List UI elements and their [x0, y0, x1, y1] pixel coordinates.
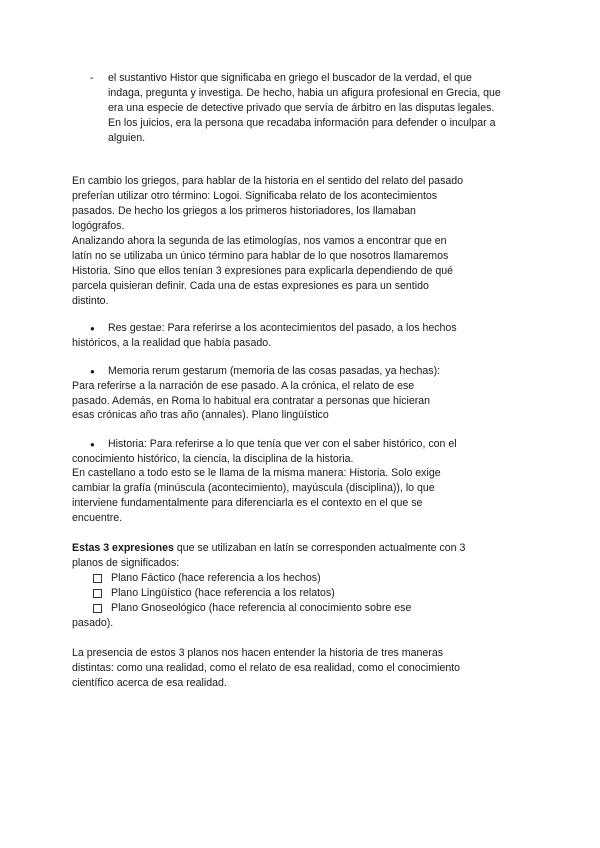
text-line: Res gestae: Para referirse a los acontecimientos del pasado, a los hechos [108, 322, 457, 334]
text-line: científico acerca de esa realidad. [72, 677, 227, 689]
text-line: encuentre. [72, 512, 123, 524]
text-line: históricos, a la realidad que había pasado. [72, 337, 272, 349]
bold-text: Estas 3 expresiones [72, 542, 174, 554]
text-line: preferían utilizar otro término: Logoi. Significaba relato de los acontecimientos [72, 190, 438, 202]
text-line: latín no se utilizaba un único término para hablar de lo que nosotros llamaremos [72, 250, 449, 262]
text-line: interviene fundamentalmente para diferenciarla es el contexto en el que se [72, 497, 423, 509]
text-line: Para referirse a la narración de ese pasado. A la crónica, el relato de ese [72, 380, 415, 392]
checkbox-plano-factico[interactable] [93, 574, 102, 583]
text-line: cambiar la grafía (minúscula (acontecimiento), mayúscula (disciplina)), lo que [72, 482, 435, 494]
checkbox-plano-linguistico[interactable] [93, 589, 102, 598]
text-line: Memoria rerum gestarum (memoria de las cosas pasadas, ya hechas): [108, 365, 441, 377]
text-line: planos de significados: [72, 557, 180, 569]
text-line: indaga, pregunta y investiga. De hecho, habia un afigura profesional en Grecia, que [108, 87, 501, 99]
text-line: distintas: como una realidad, como el relato de esa realidad, como el conocimiento [72, 662, 461, 674]
text-line: parcela quisieran definir. Cada una de estas expresiones es para un sentido [72, 280, 429, 292]
bullet-icon: ● [90, 324, 95, 333]
text-line: pasado. Además, en Roma lo habitual era contratar a personas que hicieran [72, 395, 431, 407]
text-line: era una especie de detective privado que servía de árbitro en las disputas legales. [108, 102, 495, 114]
text-span: que se utilizaban en latín se corresponden actualmente con 3 [173, 542, 466, 554]
bullet-icon: ● [90, 367, 95, 376]
text-line: Analizando ahora la segunda de las etimologías, nos vamos a encontrar que en [72, 235, 447, 247]
planos-intro [72, 542, 465, 555]
text-line: esas crónicas año tras año (annales). Plano lingüístico [72, 409, 329, 421]
text-line: En castellano a todo esto se le llama de la misma manera: Historia. Solo exige [72, 467, 441, 479]
text-line: pasados. De hecho los griegos a los primeros historiadores, los llamaban [72, 205, 416, 217]
bullet-icon: ● [90, 440, 95, 449]
text-line: Historia: Para referirse a lo que tenía que ver con el saber histórico, con el [108, 438, 457, 450]
text-line: En cambio los griegos, para hablar de la historia en el sentido del relato del pasado [72, 175, 464, 187]
checkbox-plano-gnoseologico[interactable] [93, 604, 102, 613]
text-line: pasado). [72, 617, 114, 629]
text-line: conocimiento histórico, la ciencia, la disciplina de la historia. [72, 453, 354, 465]
text-line: distinto. [72, 295, 109, 307]
text-line: el sustantivo Histor que significaba en griego el buscador de la verdad, el que [108, 72, 472, 84]
text-line: logógrafos. [72, 220, 125, 232]
text-line: En los juicios, era la persona que recadaba información para defender o inculpar a [108, 117, 496, 129]
checkbox-label: Plano Fáctico (hace referencia a los hechos) [111, 572, 321, 584]
text-line: alguien. [108, 132, 146, 144]
text-line: Historia. Sino que ellos tenían 3 expresiones para explicarla dependiendo de qué [72, 265, 454, 277]
checkbox-label: Plano Lingüístico (hace referencia a los relatos) [111, 587, 335, 599]
checkbox-label: Plano Gnoseológico (hace referencia al conocimiento sobre ese [111, 602, 412, 614]
dash-marker: - [90, 72, 94, 84]
text-line: La presencia de estos 3 planos nos hacen entender la historia de tres maneras [72, 647, 444, 659]
